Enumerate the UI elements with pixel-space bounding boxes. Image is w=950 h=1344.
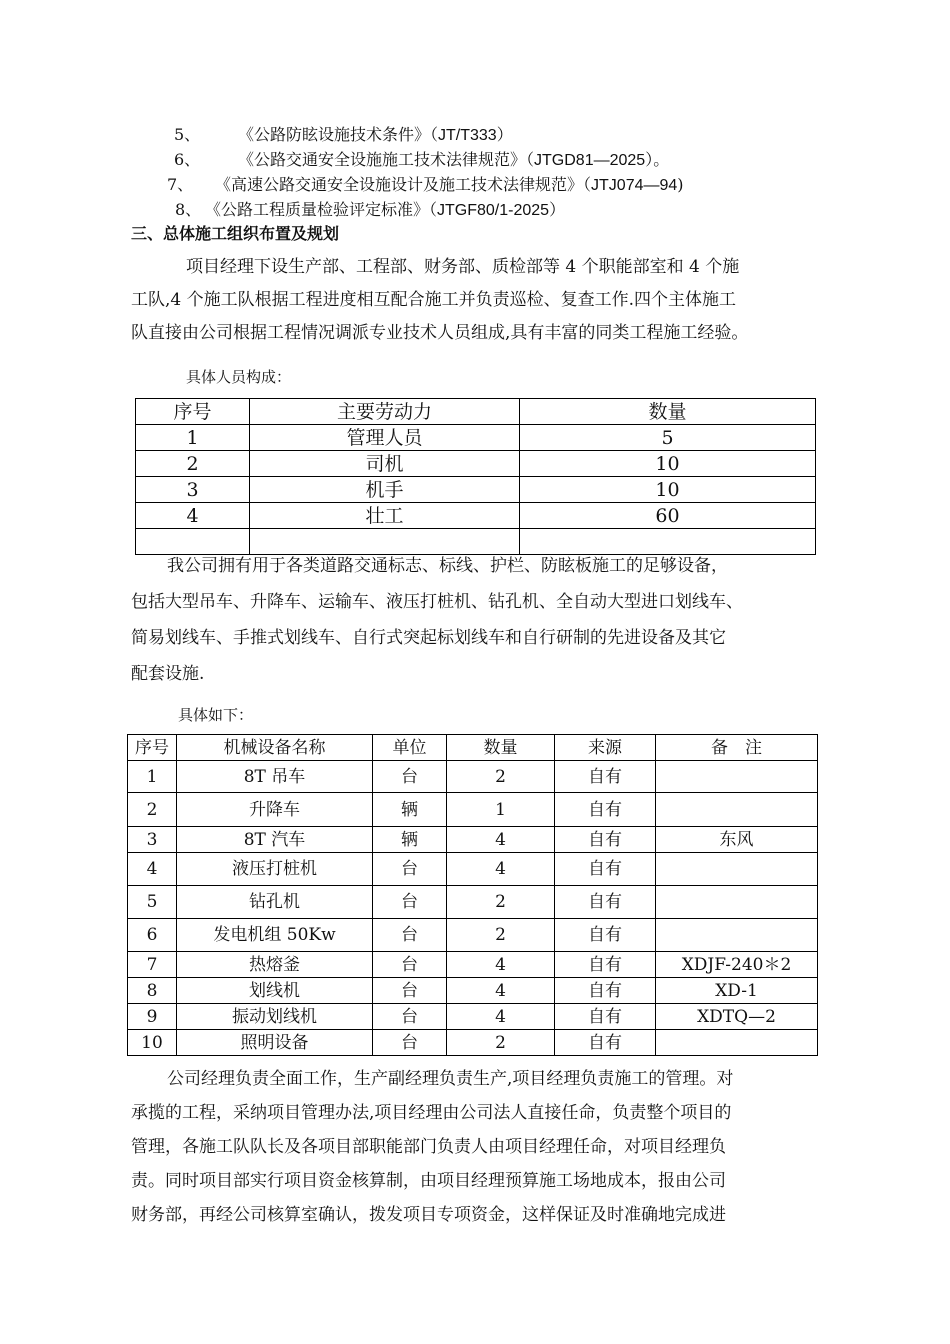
table-cell: 10 <box>520 451 816 477</box>
table-cell: 台 <box>373 886 447 919</box>
paragraph-line: 配套设施. <box>131 664 205 684</box>
table-cell: 2 <box>447 761 555 793</box>
table-row <box>128 761 818 793</box>
table-cell: 5 <box>520 425 816 451</box>
table-cell: 自有 <box>555 886 656 919</box>
table-row <box>136 451 816 477</box>
table-cell: 振动划线机 <box>177 1004 373 1030</box>
table-cell: 司机 <box>250 451 520 477</box>
table-cell: 壮工 <box>250 503 520 529</box>
table-cell: 照明设备 <box>177 1030 373 1056</box>
table-cell: 自有 <box>555 919 656 952</box>
table-cell: 1 <box>128 761 177 793</box>
column-header: 数量 <box>447 735 555 761</box>
paragraph-line: 财务部，再经公司核算室确认，拨发项目专项资金，这样保证及时准确地完成进 <box>131 1205 726 1225</box>
table-cell: 4 <box>447 952 555 978</box>
table-cell: 10 <box>128 1030 177 1056</box>
reference-item: 6、 《公路交通安全设施施工技术法律规范》（JTGD81—2025）。 <box>174 150 670 169</box>
column-header: 主要劳动力 <box>250 399 520 425</box>
table-cell: 管理人员 <box>250 425 520 451</box>
table-cell: 自有 <box>555 793 656 827</box>
table-cell: 3 <box>136 477 250 503</box>
table-cell: 台 <box>373 952 447 978</box>
table-cell: 60 <box>520 503 816 529</box>
table-cell: 2 <box>447 886 555 919</box>
table-cell: 4 <box>447 978 555 1004</box>
table-cell: 台 <box>373 1004 447 1030</box>
table-cell <box>656 919 818 952</box>
table-row <box>136 477 816 503</box>
equipment-intro: 具体如下： <box>178 706 254 724</box>
table-row <box>128 793 818 827</box>
table-cell <box>656 853 818 886</box>
table-row <box>128 1030 818 1056</box>
table-cell: XDJF-240＊2 <box>656 952 818 978</box>
table-cell: 4 <box>447 827 555 853</box>
table-cell: 1 <box>136 425 250 451</box>
table-cell: 3 <box>128 827 177 853</box>
reference-item: 7、 《高速公路交通安全设施设计及施工技术法律规范》（JTJ074—94) <box>167 175 684 194</box>
table-cell <box>656 1030 818 1056</box>
equipment-table <box>127 734 818 1056</box>
table-row <box>128 919 818 952</box>
table-cell <box>656 886 818 919</box>
table-cell: 1 <box>447 793 555 827</box>
column-header: 来源 <box>555 735 656 761</box>
table-cell: 自有 <box>555 952 656 978</box>
table-cell: 辆 <box>373 827 447 853</box>
table-cell: 发电机组 50Kw <box>177 919 373 952</box>
table-row <box>128 853 818 886</box>
table-cell: 东风 <box>656 827 818 853</box>
section-heading: 三、总体施工组织布置及规划 <box>131 224 340 243</box>
table-row <box>136 503 816 529</box>
table-cell: 台 <box>373 853 447 886</box>
table-cell: 自有 <box>555 827 656 853</box>
table-cell <box>656 793 818 827</box>
table-row <box>128 1004 818 1030</box>
paragraph-line: 我公司拥有用于各类道路交通标志、标线、护栏、防眩板施工的足够设备， <box>167 556 728 576</box>
paragraph-line: 队直接由公司根据工程情况调派专业技术人员组成,具有丰富的同类工程施工经验。 <box>131 323 749 343</box>
column-header: 序号 <box>128 735 177 761</box>
table-cell: 台 <box>373 761 447 793</box>
table-cell: 2 <box>447 1030 555 1056</box>
staff-table <box>135 398 816 555</box>
column-header: 单位 <box>373 735 447 761</box>
reference-item: 8、 《公路工程质量检验评定标准》（JTGF80/1-2025） <box>175 200 566 219</box>
paragraph-line: 包括大型吊车、升降车、运输车、液压打桩机、钻孔机、全自动大型进口划线车、 <box>131 592 743 612</box>
column-header: 数量 <box>520 399 816 425</box>
column-header: 序号 <box>136 399 250 425</box>
table-cell: 台 <box>373 978 447 1004</box>
table-cell: 热熔釜 <box>177 952 373 978</box>
table-cell: 9 <box>128 1004 177 1030</box>
table-cell: 10 <box>520 477 816 503</box>
table-cell: 台 <box>373 1030 447 1056</box>
table-cell: 自有 <box>555 1030 656 1056</box>
table-cell: 液压打桩机 <box>177 853 373 886</box>
table-cell: 自有 <box>555 978 656 1004</box>
paragraph-line: 简易划线车、手推式划线车、自行式突起标划线车和自行研制的先进设备及其它 <box>131 628 726 648</box>
table-cell: 8T 吊车 <box>177 761 373 793</box>
paragraph-line: 管理，各施工队队长及各项目部职能部门负责人由项目经理任命，对项目经理负 <box>131 1137 726 1157</box>
table-cell: 辆 <box>373 793 447 827</box>
table-row <box>128 978 818 1004</box>
table-cell: 台 <box>373 919 447 952</box>
paragraph-line: 工队,4 个施工队根据工程进度相互配合施工并负责巡检、复查工作.四个主体施工 <box>131 290 737 310</box>
table-cell: 自有 <box>555 1004 656 1030</box>
table-cell: 8 <box>128 978 177 1004</box>
table-cell: 5 <box>128 886 177 919</box>
column-header: 备 注 <box>656 735 818 761</box>
table-row <box>128 827 818 853</box>
table-row <box>128 886 818 919</box>
table-cell: 8T 汽车 <box>177 827 373 853</box>
paragraph-line: 承揽的工程，采纳项目管理办法,项目经理由公司法人直接任命，负责整个项目的 <box>131 1103 732 1123</box>
paragraph-line: 项目经理下设生产部、工程部、财务部、质检部等 4 个职能部室和 4 个施 <box>186 257 740 277</box>
table-cell: 钻孔机 <box>177 886 373 919</box>
staff-intro: 具体人员构成： <box>186 368 292 386</box>
table-cell: 自有 <box>555 761 656 793</box>
table-cell: 2 <box>128 793 177 827</box>
paragraph-line: 公司经理负责全面工作，生产副经理负责生产,项目经理负责施工的管理。对 <box>167 1069 734 1089</box>
table-cell: 7 <box>128 952 177 978</box>
table-header-row <box>136 399 816 425</box>
table-cell: 2 <box>447 919 555 952</box>
table-cell: 划线机 <box>177 978 373 1004</box>
table-cell: XDTQ—2 <box>656 1004 818 1030</box>
table-cell: 6 <box>128 919 177 952</box>
table-row <box>128 952 818 978</box>
table-cell: 4 <box>136 503 250 529</box>
column-header: 机械设备名称 <box>177 735 373 761</box>
table-cell: 升降车 <box>177 793 373 827</box>
table-cell: 4 <box>447 1004 555 1030</box>
table-cell: 4 <box>447 853 555 886</box>
table-cell: 自有 <box>555 853 656 886</box>
paragraph-line: 责。同时项目部实行项目资金核算制，由项目经理预算施工场地成本，报由公司 <box>131 1171 726 1191</box>
table-cell: 机手 <box>250 477 520 503</box>
table-cell: XD-1 <box>656 978 818 1004</box>
reference-item: 5、 《公路防眩设施技术条件》（JT/T333） <box>174 125 513 144</box>
table-header-row <box>128 735 818 761</box>
table-cell: 4 <box>128 853 177 886</box>
table-cell: 2 <box>136 451 250 477</box>
table-row <box>136 425 816 451</box>
table-cell <box>656 761 818 793</box>
